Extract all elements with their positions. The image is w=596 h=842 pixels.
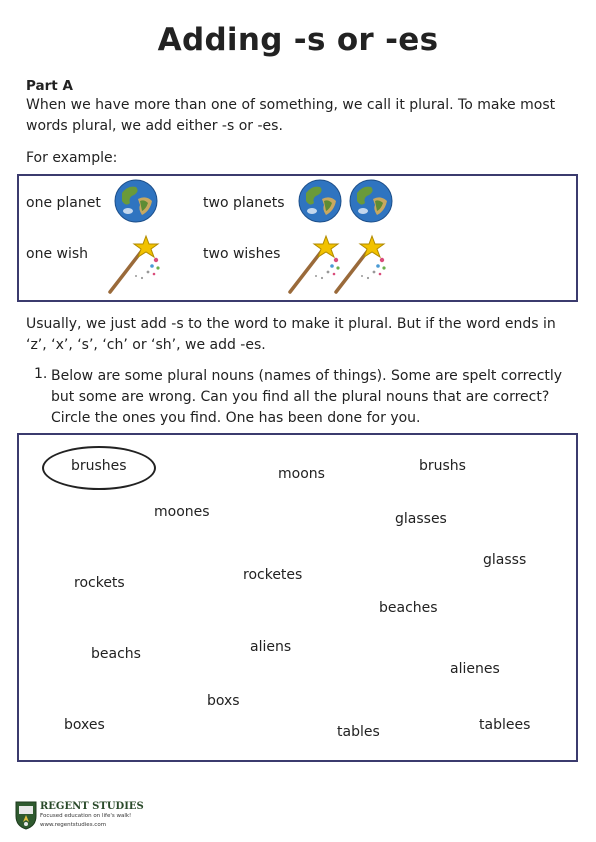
word-tablees[interactable]: tablees xyxy=(479,717,531,733)
word-glasses[interactable]: glasses xyxy=(395,511,447,527)
word-rocketes[interactable]: rocketes xyxy=(243,567,303,583)
word-beachs[interactable]: beachs xyxy=(91,646,141,662)
logo-url: www.regentstudies.com xyxy=(40,822,107,828)
question-text: Below are some plural nouns (names of things). Some are spelt correctly but some are wrong. Can you find all the plural nouns that are correct? Circle the ones you find. One has been done for you. xyxy=(51,368,563,426)
word-glasss[interactable]: glasss xyxy=(483,552,527,568)
question-number: 1. xyxy=(34,366,48,382)
word-moones[interactable]: moones xyxy=(154,504,210,520)
word-beaches[interactable]: beaches xyxy=(379,600,438,616)
for-example-label: For example: xyxy=(26,150,118,166)
regent-studies-logo xyxy=(14,800,38,830)
earth-icon xyxy=(114,179,158,223)
word-aliens[interactable]: aliens xyxy=(250,639,292,655)
example-one-planet: one planet xyxy=(26,195,101,211)
example-two-planets: two planets xyxy=(203,195,285,211)
word-moons[interactable]: moons xyxy=(278,466,325,482)
section-heading: Part A xyxy=(26,78,73,94)
intro-paragraph: When we have more than one of something, we call it plural. To make most words plural, we add either -s or -es. xyxy=(26,97,556,134)
example-two-wishes: two wishes xyxy=(203,246,281,262)
word-tables[interactable]: tables xyxy=(337,724,380,740)
word-brushes[interactable]: brushes xyxy=(71,458,127,474)
page-title: Adding -s or -es xyxy=(157,22,439,58)
rule-paragraph: Usually, we just add -s to the word to make it plural. But if the word ends in ‘z’, ‘x’, ‘s’, ‘ch’ or ‘sh’, we add -es. xyxy=(26,316,556,353)
earth-icon xyxy=(349,179,393,223)
word-brushs[interactable]: brushs xyxy=(419,458,466,474)
magic-wand-icon xyxy=(332,234,388,294)
word-rockets[interactable]: rockets xyxy=(74,575,125,591)
magic-wand-icon xyxy=(106,234,162,294)
logo-name: REGENT STUDIES xyxy=(40,801,144,812)
logo-tagline: Focused education on life's walk! xyxy=(40,813,132,819)
word-alienes[interactable]: alienes xyxy=(450,661,500,677)
example-one-wish: one wish xyxy=(26,246,89,262)
word-boxs[interactable]: boxs xyxy=(207,693,240,709)
earth-icon xyxy=(298,179,342,223)
word-boxes[interactable]: boxes xyxy=(64,717,105,733)
